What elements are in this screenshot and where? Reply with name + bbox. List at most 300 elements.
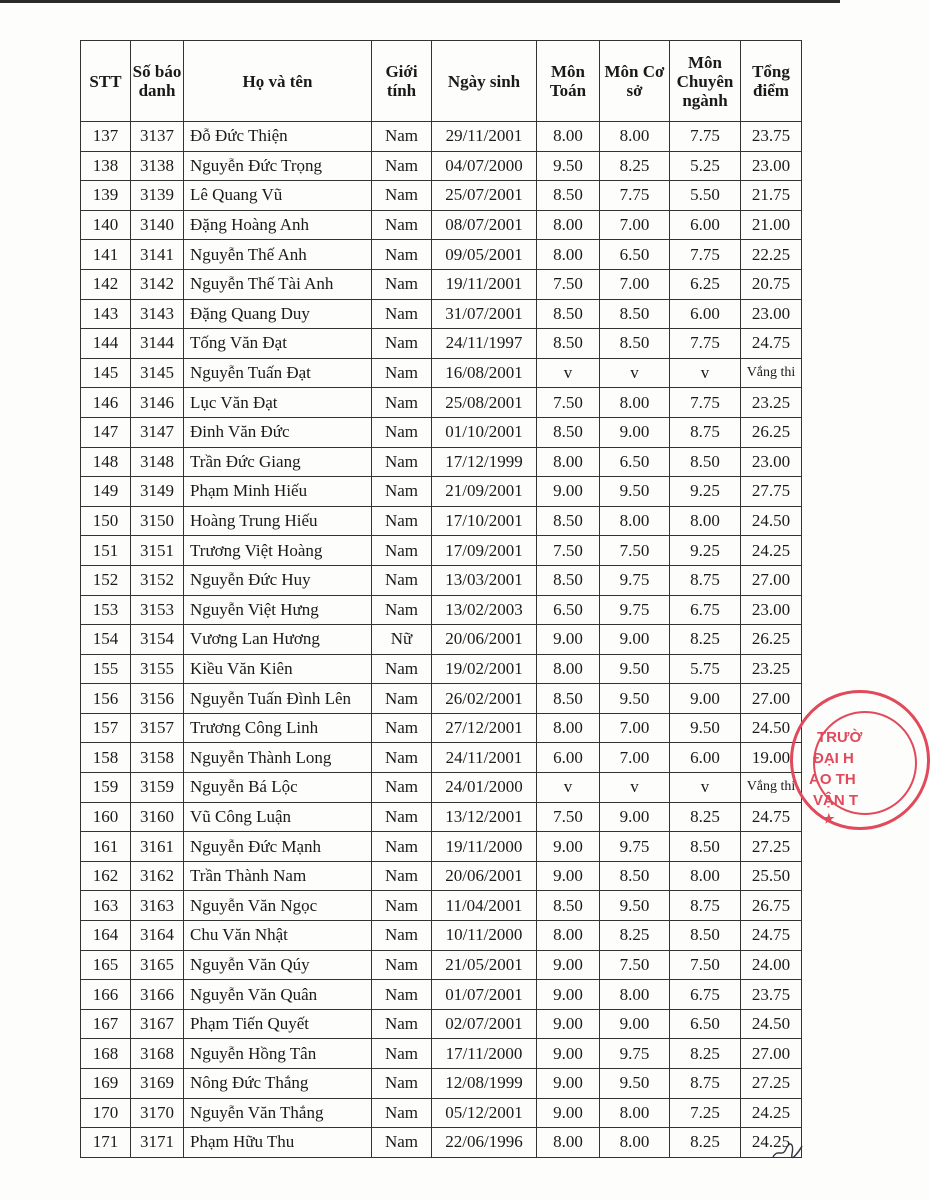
cell-so-bao-danh: 3161: [131, 832, 184, 862]
cell-ngay-sinh: 27/12/2001: [432, 713, 537, 743]
stamp-line-1: TRƯỜ: [817, 729, 863, 746]
cell-ngay-sinh: 04/07/2000: [432, 151, 537, 181]
cell-stt: 164: [81, 921, 131, 951]
cell-ho-va-ten: Đinh Văn Đức: [184, 417, 372, 447]
cell-ho-va-ten: Hoàng Trung Hiếu: [184, 506, 372, 536]
cell-stt: 137: [81, 122, 131, 152]
cell-tong-diem: 24.50: [741, 1009, 802, 1039]
score-table: [80, 40, 802, 1158]
cell-tong-diem: 19.00: [741, 743, 802, 773]
cell-ho-va-ten: Nguyễn Văn Ngọc: [184, 891, 372, 921]
cell-mon-co-so: 8.25: [600, 921, 670, 951]
cell-ho-va-ten: Tống Văn Đạt: [184, 329, 372, 359]
cell-mon-toan: 8.00: [537, 122, 600, 152]
table-row: [81, 269, 802, 299]
table-row: [81, 891, 802, 921]
cell-stt: 150: [81, 506, 131, 536]
cell-mon-chuyen-nganh: 7.50: [670, 950, 741, 980]
cell-stt: 166: [81, 980, 131, 1010]
cell-so-bao-danh: 3146: [131, 388, 184, 418]
cell-ho-va-ten: Trương Công Linh: [184, 713, 372, 743]
cell-stt: 151: [81, 536, 131, 566]
cell-ho-va-ten: Nguyễn Văn Thắng: [184, 1098, 372, 1128]
cell-mon-co-so: 7.75: [600, 181, 670, 211]
cell-ngay-sinh: 24/11/2001: [432, 743, 537, 773]
cell-ho-va-ten: Đặng Quang Duy: [184, 299, 372, 329]
cell-ho-va-ten: Nguyễn Văn Quân: [184, 980, 372, 1010]
cell-tong-diem: 24.25: [741, 536, 802, 566]
col-mon-co-so-header: Môn Cơ sở: [600, 41, 670, 122]
cell-tong-diem: 24.25: [741, 1128, 802, 1158]
cell-tong-diem: 24.25: [741, 1098, 802, 1128]
cell-gioi-tinh: Nam: [372, 269, 432, 299]
cell-mon-chuyen-nganh: 8.25: [670, 625, 741, 655]
table-row: [81, 595, 802, 625]
col-ho-va-ten-header: Họ và tên: [184, 41, 372, 122]
red-seal-stamp: [790, 690, 930, 830]
cell-mon-co-so: 8.50: [600, 299, 670, 329]
cell-mon-toan: 8.50: [537, 299, 600, 329]
cell-mon-chuyen-nganh: 8.75: [670, 891, 741, 921]
cell-stt: 158: [81, 743, 131, 773]
cell-so-bao-danh: 3153: [131, 595, 184, 625]
cell-so-bao-danh: 3149: [131, 477, 184, 507]
cell-mon-toan: 9.00: [537, 1009, 600, 1039]
cell-tong-diem: 21.00: [741, 210, 802, 240]
cell-mon-toan: 8.00: [537, 447, 600, 477]
cell-mon-toan: 9.00: [537, 477, 600, 507]
cell-gioi-tinh: Nam: [372, 1069, 432, 1099]
cell-gioi-tinh: Nam: [372, 654, 432, 684]
cell-mon-chuyen-nganh: 6.75: [670, 595, 741, 625]
cell-ho-va-ten: Nguyễn Việt Hưng: [184, 595, 372, 625]
cell-ho-va-ten: Chu Văn Nhật: [184, 921, 372, 951]
table-row: [81, 506, 802, 536]
cell-ngay-sinh: 17/11/2000: [432, 1039, 537, 1069]
cell-ho-va-ten: Kiều Văn Kiên: [184, 654, 372, 684]
cell-ngay-sinh: 13/02/2003: [432, 595, 537, 625]
cell-ngay-sinh: 21/05/2001: [432, 950, 537, 980]
cell-mon-toan: 9.00: [537, 625, 600, 655]
cell-mon-toan: 8.50: [537, 417, 600, 447]
cell-so-bao-danh: 3140: [131, 210, 184, 240]
cell-ho-va-ten: Trương Việt Hoàng: [184, 536, 372, 566]
cell-mon-co-so: 6.50: [600, 240, 670, 270]
cell-ho-va-ten: Nguyễn Đức Huy: [184, 565, 372, 595]
table-row: [81, 181, 802, 211]
cell-gioi-tinh: Nam: [372, 773, 432, 803]
cell-mon-toan: 8.00: [537, 240, 600, 270]
col-mon-chuyen-nganh-header: Môn Chuyên ngành: [670, 41, 741, 122]
cell-tong-diem: 27.25: [741, 1069, 802, 1099]
cell-gioi-tinh: Nam: [372, 921, 432, 951]
cell-gioi-tinh: Nam: [372, 743, 432, 773]
cell-mon-chuyen-nganh: 5.75: [670, 654, 741, 684]
cell-stt: 165: [81, 950, 131, 980]
cell-ngay-sinh: 29/11/2001: [432, 122, 537, 152]
cell-stt: 171: [81, 1128, 131, 1158]
cell-tong-diem: 23.25: [741, 654, 802, 684]
cell-mon-chuyen-nganh: 6.75: [670, 980, 741, 1010]
table-row: [81, 861, 802, 891]
cell-ho-va-ten: Nguyễn Tuấn Đình Lên: [184, 684, 372, 714]
cell-tong-diem: 27.00: [741, 684, 802, 714]
cell-mon-chuyen-nganh: 8.25: [670, 802, 741, 832]
cell-mon-chuyen-nganh: v: [670, 358, 741, 388]
cell-mon-toan: 9.00: [537, 1098, 600, 1128]
cell-ho-va-ten: Nguyễn Bá Lộc: [184, 773, 372, 803]
col-tong-diem-header: Tổng điểm: [741, 41, 802, 122]
cell-mon-co-so: 7.00: [600, 210, 670, 240]
cell-so-bao-danh: 3162: [131, 861, 184, 891]
cell-ngay-sinh: 24/01/2000: [432, 773, 537, 803]
cell-mon-toan: 8.00: [537, 1128, 600, 1158]
col-ngay-sinh-header: Ngày sinh: [432, 41, 537, 122]
table-row: [81, 565, 802, 595]
cell-so-bao-danh: 3151: [131, 536, 184, 566]
cell-gioi-tinh: Nam: [372, 1098, 432, 1128]
stamp-star-icon: ★: [823, 811, 835, 826]
cell-mon-co-so: v: [600, 773, 670, 803]
cell-so-bao-danh: 3170: [131, 1098, 184, 1128]
cell-so-bao-danh: 3167: [131, 1009, 184, 1039]
cell-stt: 163: [81, 891, 131, 921]
cell-gioi-tinh: Nam: [372, 122, 432, 152]
table-row: [81, 240, 802, 270]
table-row: [81, 1069, 802, 1099]
cell-mon-chuyen-nganh: 9.50: [670, 713, 741, 743]
cell-ngay-sinh: 21/09/2001: [432, 477, 537, 507]
cell-gioi-tinh: Nam: [372, 181, 432, 211]
cell-mon-co-so: 9.00: [600, 417, 670, 447]
table-row: [81, 329, 802, 359]
cell-tong-diem: 24.00: [741, 950, 802, 980]
cell-stt: 157: [81, 713, 131, 743]
cell-mon-co-so: 8.50: [600, 861, 670, 891]
cell-ngay-sinh: 25/07/2001: [432, 181, 537, 211]
cell-mon-toan: 8.00: [537, 713, 600, 743]
cell-ho-va-ten: Phạm Hữu Thu: [184, 1128, 372, 1158]
cell-ngay-sinh: 01/07/2001: [432, 980, 537, 1010]
table-row: [81, 980, 802, 1010]
cell-ngay-sinh: 10/11/2000: [432, 921, 537, 951]
cell-gioi-tinh: Nam: [372, 477, 432, 507]
cell-ho-va-ten: Nguyễn Tuấn Đạt: [184, 358, 372, 388]
cell-mon-toan: 6.50: [537, 595, 600, 625]
cell-mon-toan: 7.50: [537, 536, 600, 566]
cell-gioi-tinh: Nam: [372, 388, 432, 418]
cell-mon-chuyen-nganh: 8.50: [670, 921, 741, 951]
cell-mon-co-so: 9.50: [600, 891, 670, 921]
cell-stt: 148: [81, 447, 131, 477]
cell-so-bao-danh: 3163: [131, 891, 184, 921]
cell-ho-va-ten: Nguyễn Hồng Tân: [184, 1039, 372, 1069]
cell-ho-va-ten: Phạm Minh Hiếu: [184, 477, 372, 507]
cell-so-bao-danh: 3142: [131, 269, 184, 299]
cell-ho-va-ten: Lê Quang Vũ: [184, 181, 372, 211]
cell-mon-toan: 9.00: [537, 950, 600, 980]
cell-mon-toan: 7.50: [537, 388, 600, 418]
cell-gioi-tinh: Nam: [372, 151, 432, 181]
cell-gioi-tinh: Nam: [372, 950, 432, 980]
cell-gioi-tinh: Nam: [372, 210, 432, 240]
cell-mon-co-so: 9.00: [600, 625, 670, 655]
cell-so-bao-danh: 3158: [131, 743, 184, 773]
cell-tong-diem: 23.75: [741, 122, 802, 152]
cell-stt: 139: [81, 181, 131, 211]
cell-ho-va-ten: Nông Đức Thắng: [184, 1069, 372, 1099]
cell-ho-va-ten: Nguyễn Đức Mạnh: [184, 832, 372, 862]
cell-gioi-tinh: Nam: [372, 506, 432, 536]
cell-tong-diem: 26.25: [741, 625, 802, 655]
cell-stt: 170: [81, 1098, 131, 1128]
table-row: [81, 122, 802, 152]
cell-mon-chuyen-nganh: 8.00: [670, 506, 741, 536]
table-body: [81, 122, 802, 1158]
cell-ngay-sinh: 20/06/2001: [432, 625, 537, 655]
cell-ngay-sinh: 08/07/2001: [432, 210, 537, 240]
stamp-line-3: AO TH: [809, 771, 856, 788]
table-row: [81, 1009, 802, 1039]
cell-mon-toan: 8.50: [537, 891, 600, 921]
cell-mon-co-so: v: [600, 358, 670, 388]
cell-mon-chuyen-nganh: 8.75: [670, 417, 741, 447]
cell-so-bao-danh: 3164: [131, 921, 184, 951]
cell-so-bao-danh: 3154: [131, 625, 184, 655]
cell-stt: 168: [81, 1039, 131, 1069]
cell-mon-toan: 9.00: [537, 1039, 600, 1069]
col-so-bao-danh-header: Số báo danh: [131, 41, 184, 122]
cell-gioi-tinh: Nam: [372, 240, 432, 270]
cell-so-bao-danh: 3166: [131, 980, 184, 1010]
cell-tong-diem: 23.00: [741, 595, 802, 625]
cell-so-bao-danh: 3150: [131, 506, 184, 536]
cell-ho-va-ten: Nguyễn Thế Tài Anh: [184, 269, 372, 299]
cell-mon-co-so: 7.00: [600, 269, 670, 299]
cell-mon-co-so: 8.00: [600, 506, 670, 536]
cell-mon-toan: 9.00: [537, 861, 600, 891]
cell-ho-va-ten: Đặng Hoàng Anh: [184, 210, 372, 240]
cell-stt: 169: [81, 1069, 131, 1099]
cell-mon-toan: 8.50: [537, 181, 600, 211]
cell-so-bao-danh: 3156: [131, 684, 184, 714]
cell-gioi-tinh: Nam: [372, 565, 432, 595]
cell-mon-co-so: 8.00: [600, 1128, 670, 1158]
cell-so-bao-danh: 3168: [131, 1039, 184, 1069]
cell-mon-chuyen-nganh: 8.00: [670, 861, 741, 891]
cell-ngay-sinh: 19/11/2001: [432, 269, 537, 299]
cell-ngay-sinh: 02/07/2001: [432, 1009, 537, 1039]
cell-so-bao-danh: 3141: [131, 240, 184, 270]
cell-tong-diem: 23.00: [741, 151, 802, 181]
table-row: [81, 625, 802, 655]
cell-mon-co-so: 9.50: [600, 684, 670, 714]
cell-tong-diem: 27.00: [741, 565, 802, 595]
cell-mon-chuyen-nganh: 7.75: [670, 329, 741, 359]
cell-tong-diem: 22.25: [741, 240, 802, 270]
cell-ho-va-ten: Trần Đức Giang: [184, 447, 372, 477]
cell-stt: 142: [81, 269, 131, 299]
cell-tong-diem: 24.75: [741, 802, 802, 832]
table-row: [81, 684, 802, 714]
cell-mon-chuyen-nganh: v: [670, 773, 741, 803]
cell-gioi-tinh: Nam: [372, 358, 432, 388]
cell-gioi-tinh: Nam: [372, 536, 432, 566]
cell-so-bao-danh: 3137: [131, 122, 184, 152]
cell-tong-diem: 23.00: [741, 299, 802, 329]
cell-mon-toan: 9.50: [537, 151, 600, 181]
cell-ho-va-ten: Vũ Công Luận: [184, 802, 372, 832]
cell-gioi-tinh: Nam: [372, 1039, 432, 1069]
cell-mon-toan: 8.00: [537, 921, 600, 951]
cell-gioi-tinh: Nam: [372, 684, 432, 714]
cell-mon-chuyen-nganh: 9.25: [670, 477, 741, 507]
cell-mon-chuyen-nganh: 7.75: [670, 240, 741, 270]
cell-ho-va-ten: Nguyễn Đức Trọng: [184, 151, 372, 181]
cell-mon-toan: 9.00: [537, 832, 600, 862]
table-row: [81, 388, 802, 418]
table-row: [81, 802, 802, 832]
cell-mon-chuyen-nganh: 9.25: [670, 536, 741, 566]
cell-so-bao-danh: 3160: [131, 802, 184, 832]
cell-stt: 159: [81, 773, 131, 803]
cell-ho-va-ten: Lục Văn Đạt: [184, 388, 372, 418]
cell-stt: 146: [81, 388, 131, 418]
cell-gioi-tinh: Nam: [372, 447, 432, 477]
cell-tong-diem: 27.75: [741, 477, 802, 507]
cell-stt: 144: [81, 329, 131, 359]
cell-so-bao-danh: 3148: [131, 447, 184, 477]
cell-tong-diem: 25.50: [741, 861, 802, 891]
cell-mon-co-so: 7.50: [600, 950, 670, 980]
cell-mon-co-so: 9.00: [600, 802, 670, 832]
cell-mon-co-so: 8.00: [600, 1098, 670, 1128]
table-row: [81, 773, 802, 803]
cell-ngay-sinh: 17/09/2001: [432, 536, 537, 566]
cell-mon-chuyen-nganh: 6.00: [670, 299, 741, 329]
cell-ngay-sinh: 12/08/1999: [432, 1069, 537, 1099]
cell-tong-diem: 23.25: [741, 388, 802, 418]
cell-tong-diem: 26.75: [741, 891, 802, 921]
cell-ngay-sinh: 31/07/2001: [432, 299, 537, 329]
table-header-row: [81, 41, 802, 122]
cell-so-bao-danh: 3145: [131, 358, 184, 388]
table-row: [81, 1128, 802, 1158]
cell-ho-va-ten: Trần Thành Nam: [184, 861, 372, 891]
cell-gioi-tinh: Nam: [372, 980, 432, 1010]
cell-stt: 143: [81, 299, 131, 329]
cell-gioi-tinh: Nam: [372, 299, 432, 329]
cell-mon-co-so: 8.00: [600, 122, 670, 152]
cell-mon-co-so: 9.50: [600, 1069, 670, 1099]
cell-mon-chuyen-nganh: 6.00: [670, 743, 741, 773]
col-gioi-tinh-header: Giới tính: [372, 41, 432, 122]
table-row: [81, 536, 802, 566]
table-row: [81, 832, 802, 862]
cell-mon-co-so: 9.75: [600, 595, 670, 625]
cell-tong-diem: Vắng thi: [741, 358, 802, 388]
cell-mon-toan: 8.50: [537, 565, 600, 595]
cell-mon-toan: 8.00: [537, 654, 600, 684]
cell-stt: 154: [81, 625, 131, 655]
table-row: [81, 1039, 802, 1069]
cell-stt: 162: [81, 861, 131, 891]
cell-ngay-sinh: 26/02/2001: [432, 684, 537, 714]
cell-mon-co-so: 9.00: [600, 1009, 670, 1039]
cell-gioi-tinh: Nam: [372, 1128, 432, 1158]
cell-ho-va-ten: Nguyễn Thành Long: [184, 743, 372, 773]
cell-gioi-tinh: Nam: [372, 832, 432, 862]
cell-ho-va-ten: Nguyễn Văn Qúy: [184, 950, 372, 980]
table-row: [81, 950, 802, 980]
stamp-line-2: ĐẠI H: [813, 750, 854, 767]
cell-stt: 147: [81, 417, 131, 447]
cell-tong-diem: 24.50: [741, 713, 802, 743]
table-row: [81, 921, 802, 951]
cell-mon-toan: 9.00: [537, 980, 600, 1010]
cell-mon-chuyen-nganh: 8.75: [670, 565, 741, 595]
cell-tong-diem: 26.25: [741, 417, 802, 447]
cell-ho-va-ten: Vương Lan Hương: [184, 625, 372, 655]
cell-stt: 155: [81, 654, 131, 684]
cell-ngay-sinh: 24/11/1997: [432, 329, 537, 359]
table-row: [81, 654, 802, 684]
cell-so-bao-danh: 3138: [131, 151, 184, 181]
cell-mon-chuyen-nganh: 8.25: [670, 1039, 741, 1069]
stamp-line-4: VẬN T: [813, 792, 858, 809]
cell-mon-chuyen-nganh: 5.50: [670, 181, 741, 211]
table-row: [81, 299, 802, 329]
cell-gioi-tinh: Nam: [372, 595, 432, 625]
cell-stt: 153: [81, 595, 131, 625]
cell-stt: 141: [81, 240, 131, 270]
cell-mon-co-so: 9.75: [600, 832, 670, 862]
cell-mon-toan: 8.50: [537, 684, 600, 714]
cell-ngay-sinh: 17/12/1999: [432, 447, 537, 477]
cell-gioi-tinh: Nam: [372, 713, 432, 743]
table-row: [81, 210, 802, 240]
cell-ho-va-ten: Nguyễn Thế Anh: [184, 240, 372, 270]
cell-tong-diem: 21.75: [741, 181, 802, 211]
cell-mon-chuyen-nganh: 8.75: [670, 1069, 741, 1099]
cell-mon-toan: 8.50: [537, 506, 600, 536]
cell-mon-chuyen-nganh: 8.50: [670, 447, 741, 477]
table-row: [81, 358, 802, 388]
cell-mon-co-so: 9.50: [600, 654, 670, 684]
cell-so-bao-danh: 3144: [131, 329, 184, 359]
table-row: [81, 417, 802, 447]
cell-mon-co-so: 9.75: [600, 565, 670, 595]
cell-stt: 161: [81, 832, 131, 862]
table-row: [81, 713, 802, 743]
cell-mon-co-so: 7.00: [600, 743, 670, 773]
cell-gioi-tinh: Nam: [372, 417, 432, 447]
cell-mon-chuyen-nganh: 7.75: [670, 122, 741, 152]
cell-so-bao-danh: 3171: [131, 1128, 184, 1158]
cell-mon-chuyen-nganh: 6.50: [670, 1009, 741, 1039]
cell-ngay-sinh: 13/03/2001: [432, 565, 537, 595]
cell-tong-diem: 27.25: [741, 832, 802, 862]
table-row: [81, 447, 802, 477]
cell-tong-diem: 24.75: [741, 329, 802, 359]
cell-mon-toan: v: [537, 773, 600, 803]
cell-mon-chuyen-nganh: 7.25: [670, 1098, 741, 1128]
cell-so-bao-danh: 3143: [131, 299, 184, 329]
cell-stt: 167: [81, 1009, 131, 1039]
cell-mon-chuyen-nganh: 9.00: [670, 684, 741, 714]
cell-stt: 145: [81, 358, 131, 388]
cell-mon-toan: 8.50: [537, 329, 600, 359]
